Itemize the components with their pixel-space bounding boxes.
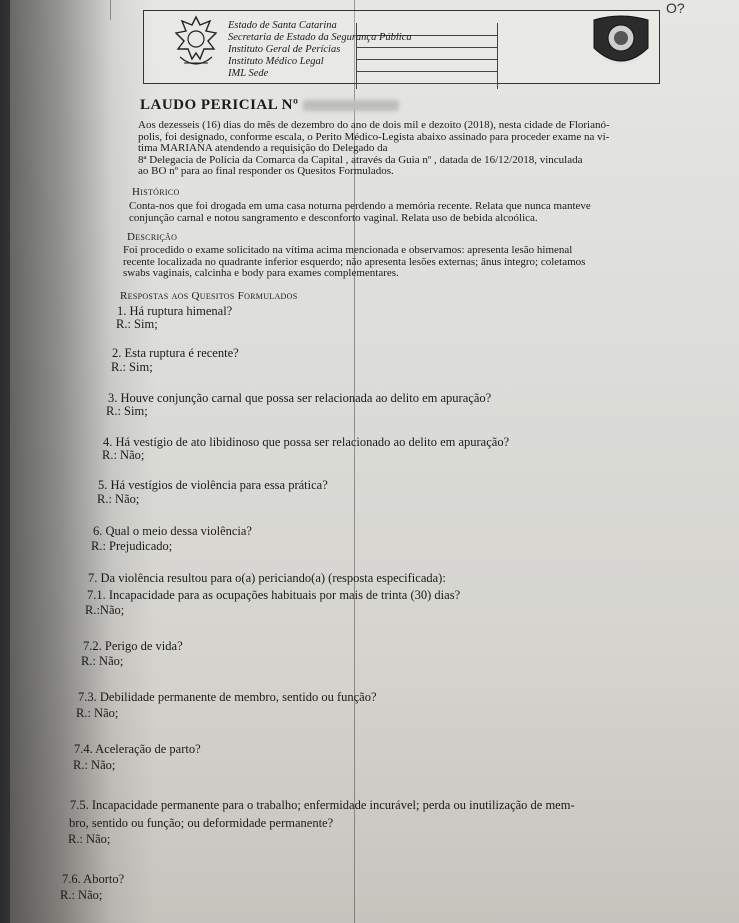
document-page [10, 0, 739, 923]
quesito-question: 2. Esta ruptura é recente? [112, 346, 239, 360]
intro-paragraph [138, 120, 610, 178]
quesito-answer: R.: Sim; [106, 404, 148, 418]
header-line: Estado de Santa Catarina [228, 20, 337, 31]
quesito-question: 5. Há vestígios de violência para essa prática? [98, 478, 328, 492]
descricao-line: recente localizada no quadrante inferior esquerdo; não apresenta lesões externas; ânus íntegro; coletamos [123, 255, 586, 268]
quesito-question: 7.3. Debilidade permanente de membro, sentido ou função? [78, 690, 377, 704]
header-line: Secretaria de Estado da Segurança Pública [228, 32, 412, 43]
quesito-question: 7.2. Perigo de vida? [83, 639, 183, 653]
historico-heading: Histórico [132, 186, 180, 198]
descricao-text [123, 245, 585, 280]
header-divider [497, 23, 498, 89]
quesito-answer: R.: Prejudicado; [91, 539, 173, 553]
header-line: Instituto Médico Legal [228, 56, 324, 67]
quesito-question: 4. Há vestígio de ato libidinoso que possa ser relacionado ao delito em apuração? [103, 435, 510, 449]
quesito-question: 7.5. Incapacidade permanente para o trabalho; enfermidade incurável; perda ou inutilização de mem- [70, 798, 575, 812]
quesito-question: 7. Da violência resultou para o(a) periciando(a) (resposta especificada): [88, 571, 446, 585]
historico-text [129, 201, 591, 224]
quesito-answer: R.: Não; [97, 492, 140, 506]
santa-catarina-coat-of-arms-icon [170, 13, 222, 75]
quesito-question: 1. Há ruptura himenal? [117, 304, 233, 318]
historico-line: Conta-nos que foi drogada em uma casa noturna perdendo a memória recente. Relata que nunca manteve [129, 200, 591, 212]
intro-line: Aos dezesseis (16) dias do mês de dezembro do ano de dois mil e dezoito (2018), nesta cidade de Florianó- [138, 119, 610, 131]
descricao-line: swabs vaginais, calcinha e body para exames complementares. [123, 267, 399, 279]
quesito-question: 7.6. Aborto? [62, 872, 125, 886]
quesito-answer: R.: Sim; [116, 317, 158, 331]
quesito-question: 6. Qual o meio dessa violência? [93, 524, 252, 538]
intro-line: 8ª Delegacia de Polícia da Comarca da Capital , através da Guia nº , datada de 16/12/2018, vinculada [138, 153, 583, 166]
intro-line: tima MARIANA atendendo a requisição do Delegado da [138, 142, 388, 154]
quesito-question: 7.4. Aceleração de parto? [74, 742, 201, 756]
quesito-question-continued: bro, sentido ou função; ou deformidade permanente? [69, 816, 334, 830]
letterhead-text [228, 20, 412, 80]
redacted-report-number [303, 100, 399, 111]
paper-fold-mark [110, 0, 111, 20]
report-title [140, 97, 399, 114]
descricao-heading: Descrição [127, 231, 178, 243]
intro-line: ao BO nº para ao final responder os Quesitos Formulados. [138, 165, 394, 177]
report-title-text: LAUDO PERICIAL Nº [140, 97, 299, 113]
quesito-answer: R.: Não; [102, 448, 145, 462]
quesito-answer: R.:Não; [85, 603, 125, 617]
descricao-line: Foi procedido o exame solicitado na vítima acima mencionada e observamos: apresenta lesão himenal [123, 244, 573, 256]
quesito-question: 3. Houve conjunção carnal que possa ser relacionada ao delito em apuração? [108, 391, 492, 405]
respostas-heading: Respostas aos Quesitos Formulados [120, 290, 298, 302]
intro-line: polis, foi designado, conforme escala, o Perito Médico-Legista abaixo assinado para proceder exame na ví- [138, 130, 610, 143]
instituto-geral-de-pericias-badge-icon [588, 14, 654, 72]
header-line: Instituto Geral de Perícias [228, 44, 341, 55]
quesito-question: 7.1. Incapacidade para as ocupações habituais por mais de trinta (30) dias? [87, 588, 461, 602]
header-line: IML Sede [228, 68, 269, 79]
quesito-answer: R.: Não; [73, 758, 116, 772]
page-number: O? [666, 0, 685, 16]
historico-line: conjunção carnal e notou sangramento e desconforto vaginal. Relata uso de bebida alcoólica. [129, 211, 538, 224]
quesito-answer: R.: Não; [81, 654, 124, 668]
quesito-answer: R.: Não; [76, 706, 119, 720]
quesito-answer: R.: Não; [68, 832, 111, 846]
quesito-answer: R.: Sim; [111, 360, 153, 374]
quesito-answer: R.: Não; [60, 888, 103, 902]
